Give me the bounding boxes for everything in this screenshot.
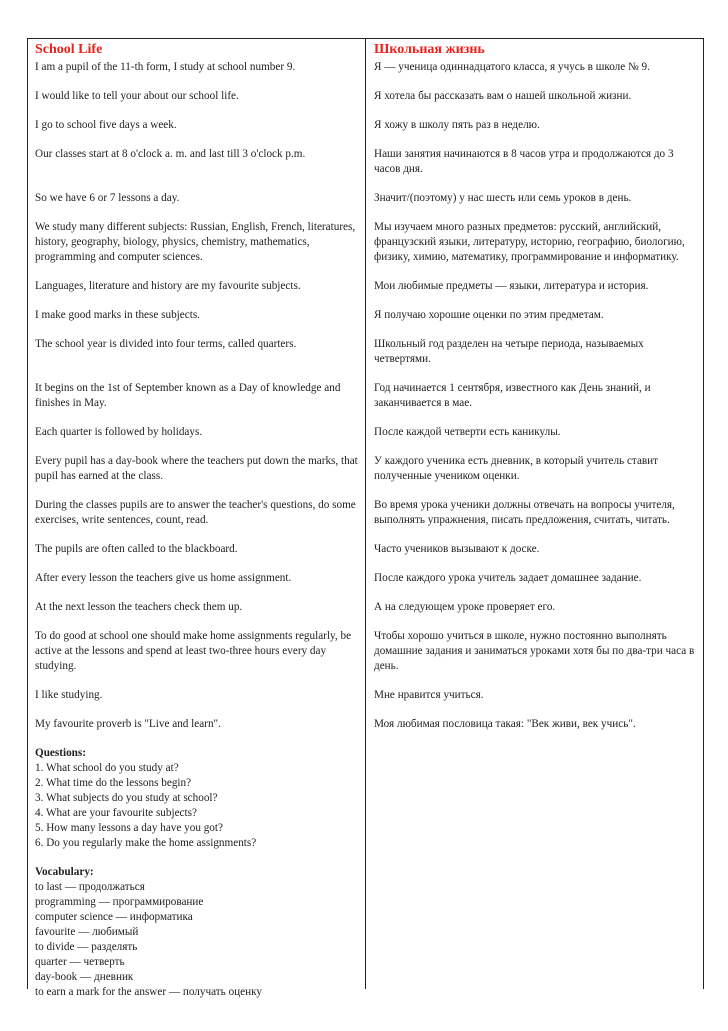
english-text: I would like to tell your about our school life.: [35, 90, 239, 102]
russian-text: Моя любимая пословица такая: "Век живи, век учись".: [374, 718, 636, 730]
vocabulary-heading: Vocabulary:: [35, 866, 94, 878]
text-row: [28, 454, 703, 498]
question-item: 4. What are your favourite subjects?: [35, 807, 197, 819]
russian-text: После каждого урока учитель задает домашнее задание.: [374, 572, 642, 584]
russian-text: Во время урока ученики должны отвечать на вопросы учителя, выполнять упражнения, писать предложения, считать, читать.: [374, 499, 675, 526]
english-text: We study many different subjects: Russian, English, French, literatures, history, geography, biology, physics, chemistry, mathematics, programming and computer sciences.: [35, 221, 356, 263]
english-text: During the classes pupils are to answer the teacher's questions, do some exercises, write sentences, count, read.: [35, 499, 356, 526]
russian-text: Наши занятия начинаются в 8 часов утра и продолжаются до 3 часов дня.: [374, 148, 674, 175]
text-row: [28, 220, 703, 279]
text-row: [28, 191, 703, 220]
english-text: After every lesson the teachers give us home assignment.: [35, 572, 292, 584]
text-row: [28, 381, 703, 425]
russian-text: Чтобы хорошо учиться в школе, нужно постоянно выполнять домашние задания и заниматься уроками хотя бы по два-три часа в день.: [374, 630, 695, 672]
bilingual-text-sheet: [27, 38, 704, 998]
vocabulary-item: to last — продолжаться: [35, 881, 145, 893]
english-text: I go to school five days a week.: [35, 119, 177, 131]
vocabulary-section: [35, 865, 360, 1000]
russian-text: Школьный год разделен на четыре периода, называемых четвертями.: [374, 338, 644, 365]
text-row: [28, 542, 703, 571]
russian-text: Я хожу в школу пять раз в неделю.: [374, 119, 540, 131]
text-row: [28, 58, 703, 89]
english-text: Every pupil has a day-book where the teachers put down the marks, that pupil has earned at the class.: [35, 455, 358, 482]
vocabulary-item: programming — программирование: [35, 896, 204, 908]
russian-text: Значит/(поэтому) у нас шесть или семь уроков в день.: [374, 192, 632, 204]
text-row: [28, 688, 703, 717]
text-row: [28, 571, 703, 600]
text-row: [28, 308, 703, 337]
text-row: [28, 425, 703, 454]
title-english: School Life: [35, 42, 103, 57]
text-row: [28, 118, 703, 147]
vocabulary-item: computer science — информатика: [35, 911, 193, 923]
english-text: To do good at school one should make home assignments regularly, be active at the lessons and spend at least two-three hours every day studying.: [35, 630, 352, 672]
english-text: It begins on the 1st of September known as a Day of knowledge and finishes in May.: [35, 382, 341, 409]
question-item: 6. Do you regularly make the home assignments?: [35, 837, 257, 849]
russian-text: Год начинается 1 сентября, известного как День знаний, и заканчивается в мае.: [374, 382, 651, 409]
vocabulary-item: quarter — четверть: [35, 956, 125, 968]
text-row: [28, 629, 703, 688]
russian-text: Мои любимые предметы — языки, литература и история.: [374, 280, 649, 292]
english-text: The school year is divided into four terms, called quarters.: [35, 338, 297, 350]
russian-text: У каждого ученика есть дневник, в который учитель ставит полученные учеником оценки.: [374, 455, 659, 482]
english-text: At the next lesson the teachers check them up.: [35, 601, 243, 613]
title-russian: Школьная жизнь: [374, 42, 485, 57]
vocabulary-item: day-book — дневник: [35, 971, 134, 983]
english-text: Languages, literature and history are my favourite subjects.: [35, 280, 301, 292]
question-item: 1. What school do you study at?: [35, 762, 179, 774]
english-text: I make good marks in these subjects.: [35, 309, 200, 321]
text-row: [28, 337, 703, 381]
english-text: I am a pupil of the 11-th form, I study at school number 9.: [35, 61, 296, 73]
vocabulary-item: to earn a mark for the answer — получать оценку: [35, 986, 262, 998]
english-text: So we have 6 or 7 lessons a day.: [35, 192, 180, 204]
bilingual-table: [28, 39, 703, 1000]
russian-text: Я хотела бы рассказать вам о нашей школьной жизни.: [374, 90, 632, 102]
english-text: I like studying.: [35, 689, 103, 701]
english-text: The pupils are often called to the blackboard.: [35, 543, 238, 555]
russian-text: Часто учеников вызывают к доске.: [374, 543, 540, 555]
russian-text: Мы изучаем много разных предметов: русский, английский, французский языки, литературу, историю, географию, биологию, физику, химию, математику, программирование и информатику.: [374, 221, 685, 263]
question-item: 3. What subjects do you study at school?: [35, 792, 218, 804]
russian-text: Я получаю хорошие оценки по этим предметам.: [374, 309, 604, 321]
english-text: Each quarter is followed by holidays.: [35, 426, 203, 438]
vocabulary-item: to divide — разделять: [35, 941, 138, 953]
text-row: [28, 147, 703, 191]
text-row: [28, 600, 703, 629]
questions-heading: Questions:: [35, 747, 86, 759]
russian-text: Мне нравится учиться.: [374, 689, 484, 701]
title-row: [28, 39, 703, 58]
russian-text: После каждой четверти есть каникулы.: [374, 426, 561, 438]
text-row: [28, 498, 703, 542]
english-text: Our classes start at 8 o'clock a. m. and last till 3 o'clock p.m.: [35, 148, 306, 160]
english-text: My favourite proverb is "Live and learn".: [35, 718, 221, 730]
russian-text: А на следующем уроке проверяет его.: [374, 601, 556, 613]
questions-section: [35, 746, 360, 865]
question-item: 5. How many lessons a day have you got?: [35, 822, 223, 834]
text-row: [28, 279, 703, 308]
russian-text: Я — ученица одиннадцатого класса, я учусь в школе № 9.: [374, 61, 650, 73]
questions-vocabulary-row: [28, 746, 703, 1000]
text-row: [28, 89, 703, 118]
question-item: 2. What time do the lessons begin?: [35, 777, 192, 789]
vocabulary-item: favourite — любимый: [35, 926, 139, 938]
text-row: [28, 717, 703, 746]
